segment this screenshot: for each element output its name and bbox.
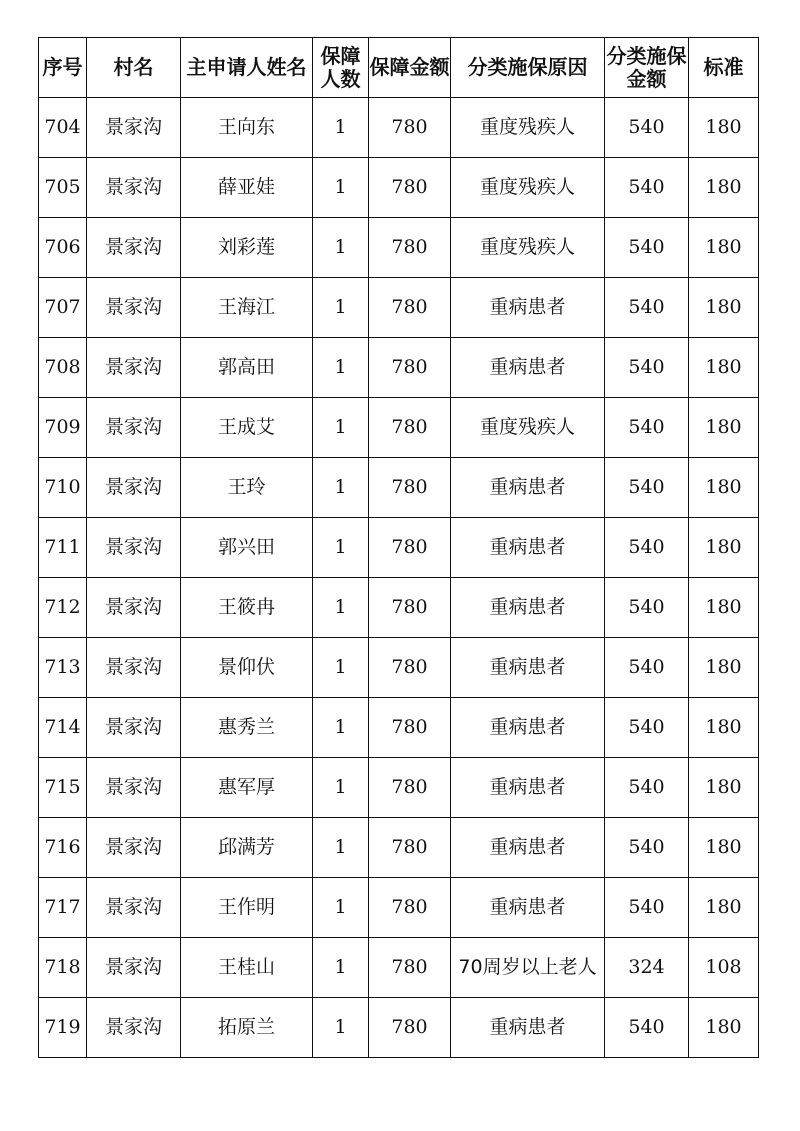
cell-covered-persons: 1	[313, 578, 369, 638]
cell-covered-persons: 1	[313, 638, 369, 698]
cell-classification-reason: 重病患者	[451, 758, 605, 818]
cell-standard: 180	[689, 98, 759, 158]
table-row	[39, 938, 759, 998]
header-standard: 标准	[689, 38, 759, 98]
cell-applicant-name: 王筱冉	[181, 578, 313, 638]
table-row	[39, 278, 759, 338]
cell-classification-amount: 324	[605, 938, 689, 998]
cell-standard: 180	[689, 698, 759, 758]
cell-applicant-name: 景仰伏	[181, 638, 313, 698]
cell-village-name: 景家沟	[87, 578, 181, 638]
cell-classification-reason: 重病患者	[451, 698, 605, 758]
cell-benefit-amount: 780	[369, 938, 451, 998]
cell-classification-amount: 540	[605, 698, 689, 758]
cell-classification-reason: 重度残疾人	[451, 218, 605, 278]
cell-classification-reason: 重度残疾人	[451, 158, 605, 218]
table-header	[39, 38, 759, 98]
table-row	[39, 818, 759, 878]
cell-classification-amount: 540	[605, 398, 689, 458]
cell-classification-amount: 540	[605, 218, 689, 278]
cell-applicant-name: 王海江	[181, 278, 313, 338]
cell-covered-persons: 1	[313, 458, 369, 518]
cell-standard: 180	[689, 458, 759, 518]
cell-classification-amount: 540	[605, 98, 689, 158]
assistance-roster-table	[38, 37, 759, 1058]
cell-benefit-amount: 780	[369, 878, 451, 938]
table-row	[39, 338, 759, 398]
cell-village-name: 景家沟	[87, 218, 181, 278]
cell-benefit-amount: 780	[369, 698, 451, 758]
cell-benefit-amount: 780	[369, 758, 451, 818]
cell-applicant-name: 郭兴田	[181, 518, 313, 578]
cell-standard: 180	[689, 218, 759, 278]
cell-serial-number: 708	[39, 338, 87, 398]
cell-standard: 180	[689, 278, 759, 338]
cell-serial-number: 713	[39, 638, 87, 698]
cell-standard: 180	[689, 758, 759, 818]
cell-village-name: 景家沟	[87, 398, 181, 458]
cell-standard: 180	[689, 338, 759, 398]
cell-serial-number: 707	[39, 278, 87, 338]
cell-village-name: 景家沟	[87, 338, 181, 398]
cell-standard: 108	[689, 938, 759, 998]
cell-applicant-name: 刘彩莲	[181, 218, 313, 278]
cell-classification-reason: 重病患者	[451, 458, 605, 518]
cell-classification-amount: 540	[605, 758, 689, 818]
header-classification-reason: 分类施保原因	[451, 38, 605, 98]
cell-village-name: 景家沟	[87, 758, 181, 818]
cell-covered-persons: 1	[313, 518, 369, 578]
cell-applicant-name: 王成艾	[181, 398, 313, 458]
cell-standard: 180	[689, 578, 759, 638]
cell-covered-persons: 1	[313, 398, 369, 458]
table-row	[39, 878, 759, 938]
cell-covered-persons: 1	[313, 698, 369, 758]
cell-benefit-amount: 780	[369, 998, 451, 1058]
cell-serial-number: 719	[39, 998, 87, 1058]
cell-benefit-amount: 780	[369, 518, 451, 578]
cell-covered-persons: 1	[313, 218, 369, 278]
cell-applicant-name: 薛亚娃	[181, 158, 313, 218]
header-covered-persons: 保障人数	[313, 38, 369, 98]
cell-standard: 180	[689, 638, 759, 698]
cell-classification-amount: 540	[605, 338, 689, 398]
table-row	[39, 218, 759, 278]
cell-applicant-name: 惠秀兰	[181, 698, 313, 758]
cell-classification-amount: 540	[605, 878, 689, 938]
cell-standard: 180	[689, 398, 759, 458]
cell-village-name: 景家沟	[87, 278, 181, 338]
cell-applicant-name: 王向东	[181, 98, 313, 158]
cell-benefit-amount: 780	[369, 818, 451, 878]
cell-serial-number: 714	[39, 698, 87, 758]
cell-standard: 180	[689, 878, 759, 938]
cell-covered-persons: 1	[313, 878, 369, 938]
cell-village-name: 景家沟	[87, 818, 181, 878]
cell-village-name: 景家沟	[87, 638, 181, 698]
cell-serial-number: 704	[39, 98, 87, 158]
cell-classification-reason: 70周岁以上老人	[451, 938, 605, 998]
table-row	[39, 518, 759, 578]
table-row	[39, 998, 759, 1058]
cell-benefit-amount: 780	[369, 278, 451, 338]
table-row	[39, 578, 759, 638]
cell-classification-amount: 540	[605, 818, 689, 878]
cell-classification-reason: 重病患者	[451, 638, 605, 698]
cell-applicant-name: 王玲	[181, 458, 313, 518]
cell-serial-number: 712	[39, 578, 87, 638]
cell-classification-reason: 重度残疾人	[451, 98, 605, 158]
cell-benefit-amount: 780	[369, 578, 451, 638]
header-village-name: 村名	[87, 38, 181, 98]
cell-covered-persons: 1	[313, 158, 369, 218]
cell-benefit-amount: 780	[369, 218, 451, 278]
header-serial-number: 序号	[39, 38, 87, 98]
table-row	[39, 758, 759, 818]
table-body	[39, 98, 759, 1058]
cell-village-name: 景家沟	[87, 878, 181, 938]
cell-covered-persons: 1	[313, 998, 369, 1058]
cell-benefit-amount: 780	[369, 458, 451, 518]
cell-benefit-amount: 780	[369, 158, 451, 218]
cell-standard: 180	[689, 158, 759, 218]
cell-covered-persons: 1	[313, 278, 369, 338]
cell-village-name: 景家沟	[87, 98, 181, 158]
cell-serial-number: 715	[39, 758, 87, 818]
cell-village-name: 景家沟	[87, 518, 181, 578]
table-row	[39, 698, 759, 758]
table-row	[39, 158, 759, 218]
table-row	[39, 398, 759, 458]
cell-covered-persons: 1	[313, 338, 369, 398]
cell-classification-reason: 重病患者	[451, 338, 605, 398]
cell-classification-reason: 重度残疾人	[451, 398, 605, 458]
cell-classification-amount: 540	[605, 518, 689, 578]
cell-classification-reason: 重病患者	[451, 578, 605, 638]
cell-applicant-name: 王桂山	[181, 938, 313, 998]
table-row	[39, 98, 759, 158]
cell-serial-number: 718	[39, 938, 87, 998]
cell-covered-persons: 1	[313, 938, 369, 998]
cell-serial-number: 705	[39, 158, 87, 218]
cell-serial-number: 711	[39, 518, 87, 578]
cell-standard: 180	[689, 518, 759, 578]
cell-serial-number: 710	[39, 458, 87, 518]
header-classification-amount: 分类施保金额	[605, 38, 689, 98]
table-row	[39, 458, 759, 518]
cell-standard: 180	[689, 998, 759, 1058]
cell-applicant-name: 拓原兰	[181, 998, 313, 1058]
cell-classification-amount: 540	[605, 278, 689, 338]
cell-classification-amount: 540	[605, 458, 689, 518]
cell-village-name: 景家沟	[87, 938, 181, 998]
cell-covered-persons: 1	[313, 758, 369, 818]
cell-benefit-amount: 780	[369, 98, 451, 158]
cell-benefit-amount: 780	[369, 338, 451, 398]
cell-classification-amount: 540	[605, 158, 689, 218]
cell-covered-persons: 1	[313, 98, 369, 158]
cell-classification-reason: 重病患者	[451, 818, 605, 878]
cell-village-name: 景家沟	[87, 158, 181, 218]
cell-serial-number: 716	[39, 818, 87, 878]
cell-classification-amount: 540	[605, 998, 689, 1058]
cell-applicant-name: 邱满芳	[181, 818, 313, 878]
cell-applicant-name: 王作明	[181, 878, 313, 938]
cell-serial-number: 717	[39, 878, 87, 938]
cell-serial-number: 706	[39, 218, 87, 278]
cell-classification-reason: 重病患者	[451, 518, 605, 578]
cell-benefit-amount: 780	[369, 638, 451, 698]
cell-standard: 180	[689, 818, 759, 878]
table-row	[39, 638, 759, 698]
cell-village-name: 景家沟	[87, 998, 181, 1058]
cell-classification-amount: 540	[605, 578, 689, 638]
cell-village-name: 景家沟	[87, 458, 181, 518]
cell-applicant-name: 惠军厚	[181, 758, 313, 818]
cell-village-name: 景家沟	[87, 698, 181, 758]
cell-applicant-name: 郭高田	[181, 338, 313, 398]
cell-covered-persons: 1	[313, 818, 369, 878]
header-benefit-amount: 保障金额	[369, 38, 451, 98]
cell-classification-reason: 重病患者	[451, 878, 605, 938]
header-row	[39, 38, 759, 98]
header-applicant-name: 主申请人姓名	[181, 38, 313, 98]
cell-classification-reason: 重病患者	[451, 998, 605, 1058]
cell-classification-reason: 重病患者	[451, 278, 605, 338]
cell-benefit-amount: 780	[369, 398, 451, 458]
cell-classification-amount: 540	[605, 638, 689, 698]
cell-serial-number: 709	[39, 398, 87, 458]
